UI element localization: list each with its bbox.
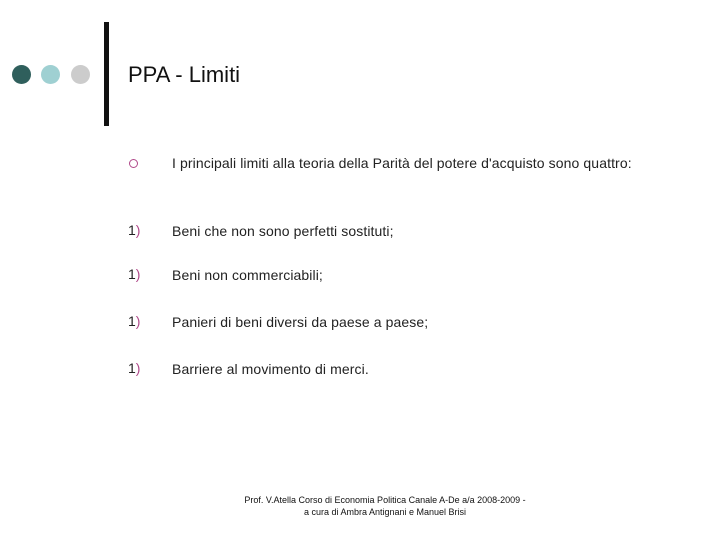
list-item-number: 1) xyxy=(128,266,141,282)
list-item-number: 1) xyxy=(128,313,141,329)
list-item-number: 1) xyxy=(128,222,141,238)
ring-bullet-icon xyxy=(129,159,138,168)
list-item-number: 1) xyxy=(128,360,141,376)
list-item-text: Beni non commerciabili; xyxy=(172,267,323,283)
slide-footer xyxy=(215,494,555,518)
list-item-text: Panieri di beni diversi da paese a paese; xyxy=(172,314,429,330)
intro-text: I principali limiti alla teoria della Parità del potere d'acquisto sono quattro: xyxy=(172,155,632,171)
title-divider-bar xyxy=(104,22,109,126)
slide-title: PPA - Limiti xyxy=(128,62,241,87)
decorative-dot-dark xyxy=(12,65,31,84)
footer-line-1: Prof. V.Atella Corso di Economia Politica Canale A-De a/a 2008-2009 - xyxy=(244,495,526,505)
footer-line-2: a cura di Ambra Antignani e Manuel Brisi xyxy=(303,507,467,517)
decorative-dot-gray xyxy=(71,65,90,84)
list-item-text: Beni che non sono perfetti sostituti; xyxy=(172,223,394,239)
list-item-text: Barriere al movimento di merci. xyxy=(172,361,369,377)
decorative-dot-light xyxy=(41,65,60,84)
